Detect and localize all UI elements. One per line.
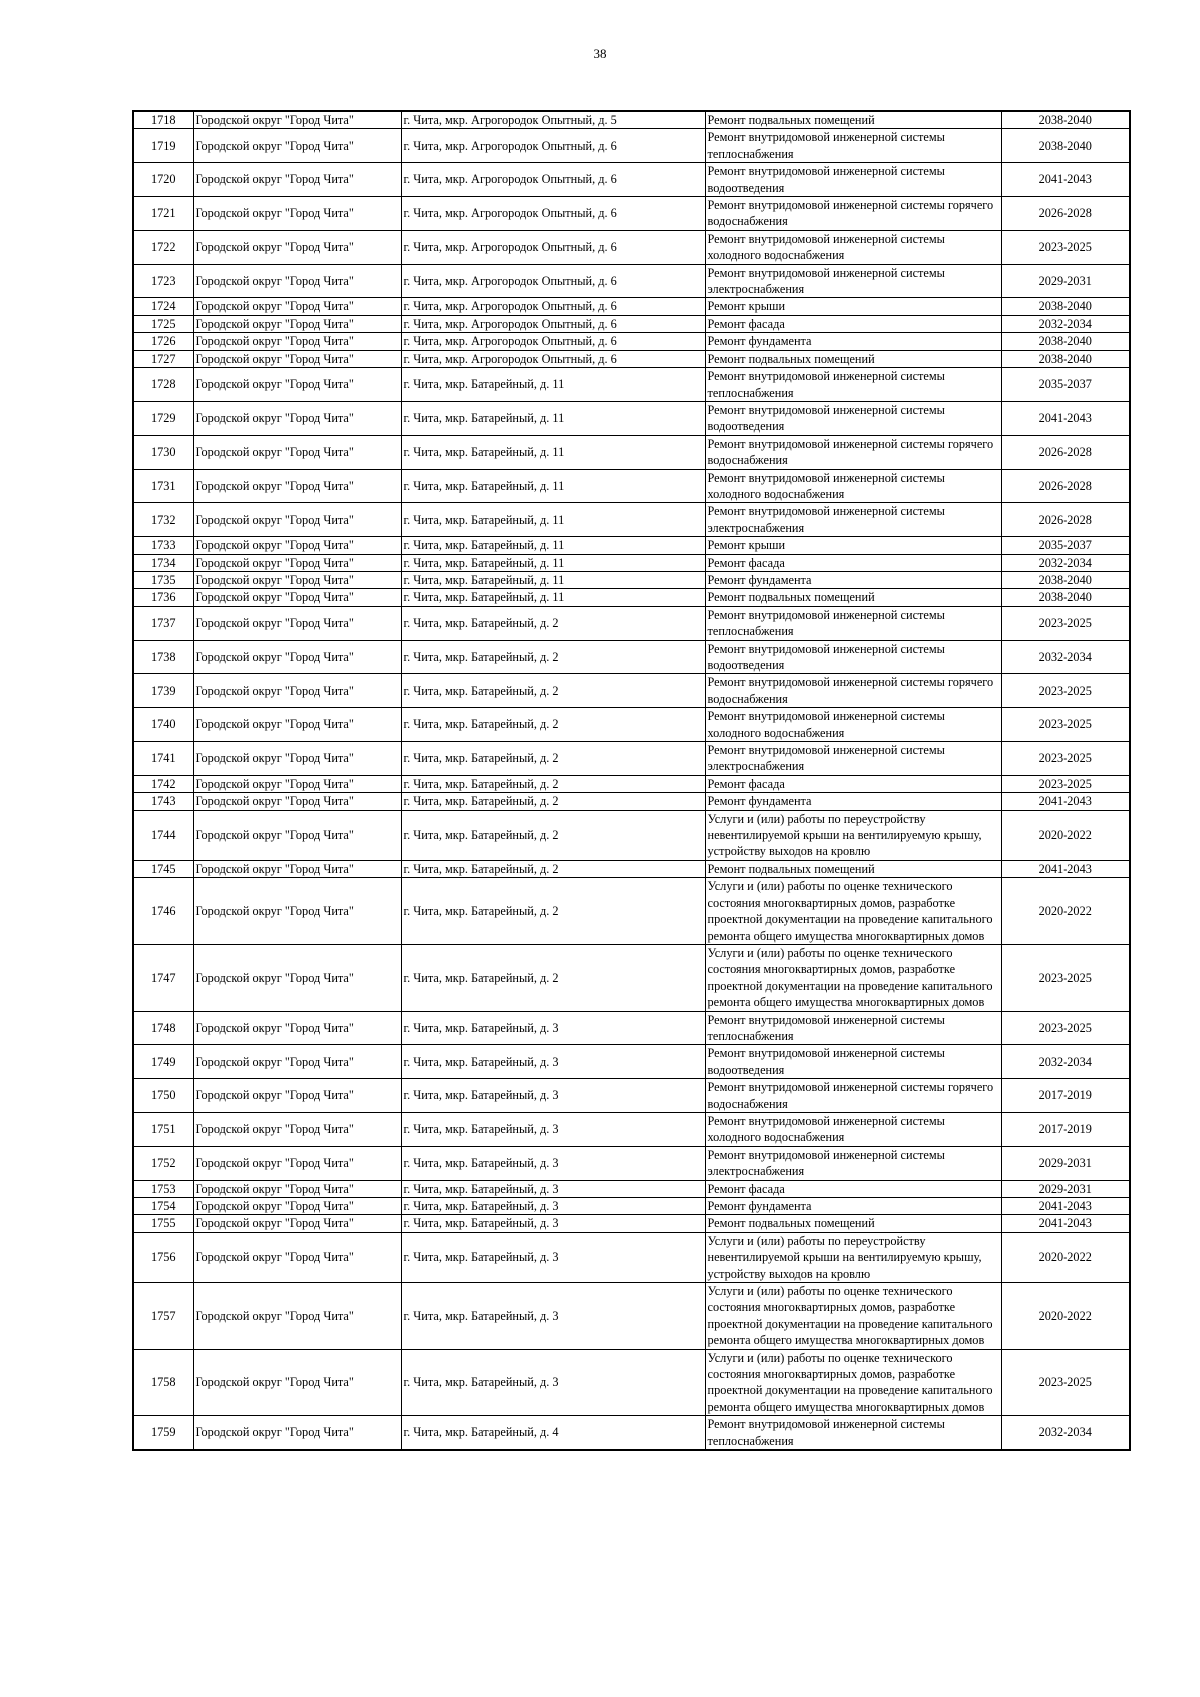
row-number: 1743: [133, 793, 193, 810]
address-cell: г. Чита, мкр. Агрогородок Опытный, д. 6: [401, 350, 705, 367]
work-type-cell: Ремонт крыши: [705, 537, 1001, 554]
address-cell: г. Чита, мкр. Агрогородок Опытный, д. 6: [401, 230, 705, 264]
work-type-cell: Ремонт фасада: [705, 1180, 1001, 1197]
period-cell: 2023-2025: [1001, 230, 1130, 264]
period-cell: 2017-2019: [1001, 1079, 1130, 1113]
period-cell: 2038-2040: [1001, 571, 1130, 588]
work-type-cell: Ремонт подвальных помещений: [705, 350, 1001, 367]
municipality-cell: Городской округ "Город Чита": [193, 589, 401, 606]
work-type-cell: Ремонт подвальных помещений: [705, 589, 1001, 606]
table-row: [133, 944, 1130, 1011]
municipality-cell: Городской округ "Город Чита": [193, 129, 401, 163]
period-cell: 2026-2028: [1001, 435, 1130, 469]
page-number: 38: [593, 46, 607, 61]
row-number: 1740: [133, 708, 193, 742]
table-row: [133, 793, 1130, 810]
municipality-cell: Городской округ "Город Чита": [193, 401, 401, 435]
row-number: 1734: [133, 554, 193, 571]
row-number: 1759: [133, 1416, 193, 1450]
table-row: [133, 1112, 1130, 1146]
period-cell: 2041-2043: [1001, 1215, 1130, 1232]
row-number: 1747: [133, 944, 193, 1011]
row-number: 1718: [133, 111, 193, 129]
row-number: 1755: [133, 1215, 193, 1232]
table-row: [133, 1045, 1130, 1079]
period-cell: 2038-2040: [1001, 129, 1130, 163]
row-number: 1756: [133, 1232, 193, 1282]
table-row: [133, 1232, 1130, 1282]
period-cell: 2041-2043: [1001, 1198, 1130, 1215]
address-cell: г. Чита, мкр. Батарейный, д. 2: [401, 878, 705, 945]
period-cell: 2038-2040: [1001, 111, 1130, 129]
work-type-cell: Ремонт внутридомовой инженерной системы электроснабжения: [705, 1146, 1001, 1180]
period-cell: 2032-2034: [1001, 315, 1130, 332]
table-row: [133, 775, 1130, 792]
period-cell: 2032-2034: [1001, 640, 1130, 674]
table-row: [133, 163, 1130, 197]
address-cell: г. Чита, мкр. Агрогородок Опытный, д. 6: [401, 315, 705, 332]
table-row: [133, 111, 1130, 129]
period-cell: 2038-2040: [1001, 589, 1130, 606]
period-cell: 2020-2022: [1001, 1232, 1130, 1282]
row-number: 1744: [133, 810, 193, 860]
municipality-cell: Городской округ "Город Чита": [193, 742, 401, 776]
municipality-cell: Городской округ "Город Чита": [193, 1416, 401, 1450]
period-cell: 2029-2031: [1001, 1146, 1130, 1180]
period-cell: 2032-2034: [1001, 554, 1130, 571]
row-number: 1746: [133, 878, 193, 945]
municipality-cell: Городской округ "Город Чита": [193, 878, 401, 945]
municipality-cell: Городской округ "Город Чита": [193, 860, 401, 877]
work-type-cell: Услуги и (или) работы по оценке технического состояния многоквартирных домов, разработке проектной документации на проведение капитального ремонта общего имущества многоквартирных домов: [705, 1349, 1001, 1416]
table-row: [133, 571, 1130, 588]
table-row: [133, 1079, 1130, 1113]
table-row: [133, 264, 1130, 298]
municipality-cell: Городской округ "Город Чита": [193, 1283, 401, 1350]
row-number: 1725: [133, 315, 193, 332]
work-type-cell: Ремонт внутридомовой инженерной системы теплоснабжения: [705, 368, 1001, 402]
municipality-cell: Городской округ "Город Чита": [193, 333, 401, 350]
address-cell: г. Чита, мкр. Батарейный, д. 2: [401, 810, 705, 860]
row-number: 1730: [133, 435, 193, 469]
table-row: [133, 401, 1130, 435]
row-number: 1735: [133, 571, 193, 588]
table-row: [133, 230, 1130, 264]
table-row: [133, 333, 1130, 350]
municipality-cell: Городской округ "Город Чита": [193, 1079, 401, 1113]
address-cell: г. Чита, мкр. Батарейный, д. 2: [401, 793, 705, 810]
period-cell: 2020-2022: [1001, 810, 1130, 860]
period-cell: 2032-2034: [1001, 1045, 1130, 1079]
table-row: [133, 708, 1130, 742]
table-row: [133, 589, 1130, 606]
row-number: 1733: [133, 537, 193, 554]
work-type-cell: Ремонт подвальных помещений: [705, 860, 1001, 877]
row-number: 1749: [133, 1045, 193, 1079]
table-row: [133, 1180, 1130, 1197]
row-number: 1720: [133, 163, 193, 197]
work-type-cell: Ремонт фундамента: [705, 333, 1001, 350]
table-body: [133, 111, 1130, 1450]
address-cell: г. Чита, мкр. Агрогородок Опытный, д. 6: [401, 298, 705, 315]
work-type-cell: Ремонт внутридомовой инженерной системы холодного водоснабжения: [705, 469, 1001, 503]
row-number: 1738: [133, 640, 193, 674]
work-type-cell: Услуги и (или) работы по оценке технического состояния многоквартирных домов, разработке проектной документации на проведение капитального ремонта общего имущества многоквартирных домов: [705, 944, 1001, 1011]
municipality-cell: Городской округ "Город Чита": [193, 1112, 401, 1146]
table-row: [133, 860, 1130, 877]
work-type-cell: Ремонт внутридомовой инженерной системы водоотведения: [705, 401, 1001, 435]
address-cell: г. Чита, мкр. Батарейный, д. 3: [401, 1215, 705, 1232]
table-row: [133, 810, 1130, 860]
work-type-cell: Ремонт фасада: [705, 554, 1001, 571]
address-cell: г. Чита, мкр. Батарейный, д. 3: [401, 1146, 705, 1180]
address-cell: г. Чита, мкр. Батарейный, д. 2: [401, 742, 705, 776]
address-cell: г. Чита, мкр. Батарейный, д. 2: [401, 944, 705, 1011]
work-type-cell: Ремонт подвальных помещений: [705, 1215, 1001, 1232]
work-type-cell: Ремонт внутридомовой инженерной системы горячего водоснабжения: [705, 674, 1001, 708]
address-cell: г. Чита, мкр. Батарейный, д. 3: [401, 1112, 705, 1146]
work-type-cell: Ремонт фасада: [705, 775, 1001, 792]
municipality-cell: Городской округ "Город Чита": [193, 640, 401, 674]
municipality-cell: Городской округ "Город Чита": [193, 775, 401, 792]
address-cell: г. Чита, мкр. Агрогородок Опытный, д. 6: [401, 333, 705, 350]
row-number: 1731: [133, 469, 193, 503]
table-row: [133, 554, 1130, 571]
period-cell: 2023-2025: [1001, 674, 1130, 708]
table-row: [133, 1215, 1130, 1232]
work-type-cell: Услуги и (или) работы по оценке технического состояния многоквартирных домов, разработке проектной документации на проведение капитального ремонта общего имущества многоквартирных домов: [705, 1283, 1001, 1350]
work-type-cell: Ремонт фундамента: [705, 571, 1001, 588]
address-cell: г. Чита, мкр. Батарейный, д. 3: [401, 1232, 705, 1282]
row-number: 1737: [133, 606, 193, 640]
municipality-cell: Городской округ "Город Чита": [193, 1232, 401, 1282]
row-number: 1742: [133, 775, 193, 792]
table-row: [133, 674, 1130, 708]
period-cell: 2020-2022: [1001, 878, 1130, 945]
address-cell: г. Чита, мкр. Агрогородок Опытный, д. 6: [401, 129, 705, 163]
period-cell: 2026-2028: [1001, 197, 1130, 231]
municipality-cell: Городской округ "Город Чита": [193, 793, 401, 810]
address-cell: г. Чита, мкр. Батарейный, д. 11: [401, 469, 705, 503]
address-cell: г. Чита, мкр. Батарейный, д. 4: [401, 1416, 705, 1450]
work-type-cell: Ремонт внутридомовой инженерной системы теплоснабжения: [705, 606, 1001, 640]
municipality-cell: Городской округ "Город Чита": [193, 1146, 401, 1180]
work-type-cell: Ремонт внутридомовой инженерной системы горячего водоснабжения: [705, 197, 1001, 231]
period-cell: 2026-2028: [1001, 469, 1130, 503]
period-cell: 2041-2043: [1001, 163, 1130, 197]
work-type-cell: Ремонт внутридомовой инженерной системы водоотведения: [705, 1045, 1001, 1079]
row-number: 1721: [133, 197, 193, 231]
address-cell: г. Чита, мкр. Батарейный, д. 11: [401, 368, 705, 402]
address-cell: г. Чита, мкр. Агрогородок Опытный, д. 6: [401, 197, 705, 231]
municipality-cell: Городской округ "Город Чита": [193, 1215, 401, 1232]
table-row: [133, 129, 1130, 163]
table-row: [133, 640, 1130, 674]
address-cell: г. Чита, мкр. Батарейный, д. 2: [401, 708, 705, 742]
address-cell: г. Чита, мкр. Батарейный, д. 11: [401, 435, 705, 469]
address-cell: г. Чита, мкр. Агрогородок Опытный, д. 6: [401, 163, 705, 197]
row-number: 1728: [133, 368, 193, 402]
municipality-cell: Городской округ "Город Чита": [193, 469, 401, 503]
address-cell: г. Чита, мкр. Батарейный, д. 2: [401, 775, 705, 792]
address-cell: г. Чита, мкр. Батарейный, д. 3: [401, 1011, 705, 1045]
address-cell: г. Чита, мкр. Батарейный, д. 11: [401, 537, 705, 554]
work-type-cell: Услуги и (или) работы по переустройству невентилируемой крыши на вентилируемую крышу, устройству выходов на кровлю: [705, 810, 1001, 860]
row-number: 1758: [133, 1349, 193, 1416]
address-cell: г. Чита, мкр. Батарейный, д. 11: [401, 503, 705, 537]
table-row: [133, 606, 1130, 640]
period-cell: 2017-2019: [1001, 1112, 1130, 1146]
work-type-cell: Ремонт внутридомовой инженерной системы электроснабжения: [705, 264, 1001, 298]
municipality-cell: Городской округ "Город Чита": [193, 606, 401, 640]
work-type-cell: Ремонт крыши: [705, 298, 1001, 315]
row-number: 1724: [133, 298, 193, 315]
municipality-cell: Городской округ "Город Чита": [193, 435, 401, 469]
table-row: [133, 315, 1130, 332]
work-type-cell: Ремонт внутридомовой инженерной системы холодного водоснабжения: [705, 230, 1001, 264]
address-cell: г. Чита, мкр. Батарейный, д. 2: [401, 606, 705, 640]
period-cell: 2020-2022: [1001, 1283, 1130, 1350]
municipality-cell: Городской округ "Город Чита": [193, 1011, 401, 1045]
work-type-cell: Услуги и (или) работы по оценке технического состояния многоквартирных домов, разработке проектной документации на проведение капитального ремонта общего имущества многоквартирных домов: [705, 878, 1001, 945]
work-type-cell: Ремонт внутридомовой инженерной системы холодного водоснабжения: [705, 708, 1001, 742]
period-cell: 2023-2025: [1001, 775, 1130, 792]
table-row: [133, 878, 1130, 945]
work-type-cell: Ремонт внутридомовой инженерной системы горячего водоснабжения: [705, 435, 1001, 469]
row-number: 1726: [133, 333, 193, 350]
table-row: [133, 1146, 1130, 1180]
municipality-cell: Городской округ "Город Чита": [193, 1180, 401, 1197]
municipality-cell: Городской округ "Город Чита": [193, 315, 401, 332]
row-number: 1723: [133, 264, 193, 298]
row-number: 1753: [133, 1180, 193, 1197]
table-row: [133, 1349, 1130, 1416]
work-type-cell: Ремонт внутридомовой инженерной системы теплоснабжения: [705, 1011, 1001, 1045]
address-cell: г. Чита, мкр. Батарейный, д. 2: [401, 860, 705, 877]
row-number: 1719: [133, 129, 193, 163]
municipality-cell: Городской округ "Город Чита": [193, 350, 401, 367]
address-cell: г. Чита, мкр. Агрогородок Опытный, д. 6: [401, 264, 705, 298]
period-cell: 2041-2043: [1001, 860, 1130, 877]
municipality-cell: Городской округ "Город Чита": [193, 1349, 401, 1416]
period-cell: 2026-2028: [1001, 503, 1130, 537]
municipality-cell: Городской округ "Город Чита": [193, 503, 401, 537]
row-number: 1751: [133, 1112, 193, 1146]
row-number: 1741: [133, 742, 193, 776]
municipality-cell: Городской округ "Город Чита": [193, 163, 401, 197]
table-row: [133, 435, 1130, 469]
row-number: 1729: [133, 401, 193, 435]
work-type-cell: Ремонт внутридомовой инженерной системы электроснабжения: [705, 503, 1001, 537]
municipality-cell: Городской округ "Город Чита": [193, 230, 401, 264]
table-row: [133, 350, 1130, 367]
row-number: 1750: [133, 1079, 193, 1113]
work-type-cell: Ремонт подвальных помещений: [705, 111, 1001, 129]
table-row: [133, 368, 1130, 402]
municipality-cell: Городской округ "Город Чита": [193, 197, 401, 231]
municipality-cell: Городской округ "Город Чита": [193, 111, 401, 129]
work-type-cell: Ремонт внутридомовой инженерной системы холодного водоснабжения: [705, 1112, 1001, 1146]
municipality-cell: Городской округ "Город Чита": [193, 1045, 401, 1079]
work-type-cell: Ремонт внутридомовой инженерной системы горячего водоснабжения: [705, 1079, 1001, 1113]
table-row: [133, 1283, 1130, 1350]
row-number: 1722: [133, 230, 193, 264]
table-row: [133, 1416, 1130, 1450]
address-cell: г. Чита, мкр. Батарейный, д. 3: [401, 1180, 705, 1197]
period-cell: 2023-2025: [1001, 1011, 1130, 1045]
period-cell: 2041-2043: [1001, 401, 1130, 435]
table-row: [133, 742, 1130, 776]
municipality-cell: Городской округ "Город Чита": [193, 674, 401, 708]
municipality-cell: Городской округ "Город Чита": [193, 810, 401, 860]
address-cell: г. Чита, мкр. Батарейный, д. 3: [401, 1349, 705, 1416]
row-number: 1727: [133, 350, 193, 367]
row-number: 1736: [133, 589, 193, 606]
work-type-cell: Ремонт внутридомовой инженерной системы электроснабжения: [705, 742, 1001, 776]
work-type-cell: Ремонт внутридомовой инженерной системы водоотведения: [705, 163, 1001, 197]
work-type-cell: Ремонт фасада: [705, 315, 1001, 332]
period-cell: 2041-2043: [1001, 793, 1130, 810]
work-type-cell: Ремонт фундамента: [705, 1198, 1001, 1215]
period-cell: 2023-2025: [1001, 606, 1130, 640]
table-row: [133, 197, 1130, 231]
period-cell: 2035-2037: [1001, 537, 1130, 554]
row-number: 1748: [133, 1011, 193, 1045]
address-cell: г. Чита, мкр. Батарейный, д. 11: [401, 571, 705, 588]
address-cell: г. Чита, мкр. Батарейный, д. 11: [401, 401, 705, 435]
address-cell: г. Чита, мкр. Батарейный, д. 3: [401, 1283, 705, 1350]
period-cell: 2038-2040: [1001, 298, 1130, 315]
period-cell: 2023-2025: [1001, 742, 1130, 776]
work-type-cell: Ремонт внутридомовой инженерной системы теплоснабжения: [705, 129, 1001, 163]
municipality-cell: Городской округ "Город Чита": [193, 571, 401, 588]
period-cell: 2038-2040: [1001, 350, 1130, 367]
period-cell: 2032-2034: [1001, 1416, 1130, 1450]
address-cell: г. Чита, мкр. Батарейный, д. 2: [401, 674, 705, 708]
municipality-cell: Городской округ "Город Чита": [193, 944, 401, 1011]
row-number: 1752: [133, 1146, 193, 1180]
period-cell: 2029-2031: [1001, 264, 1130, 298]
municipality-cell: Городской округ "Город Чита": [193, 554, 401, 571]
municipality-cell: Городской округ "Город Чита": [193, 708, 401, 742]
municipality-cell: Городской округ "Город Чита": [193, 264, 401, 298]
municipality-cell: Городской округ "Город Чита": [193, 298, 401, 315]
repair-schedule-table: [132, 110, 1131, 1451]
table-row: [133, 537, 1130, 554]
period-cell: 2023-2025: [1001, 708, 1130, 742]
address-cell: г. Чита, мкр. Батарейный, д. 3: [401, 1198, 705, 1215]
table-row: [133, 298, 1130, 315]
table-row: [133, 1011, 1130, 1045]
address-cell: г. Чита, мкр. Агрогородок Опытный, д. 5: [401, 111, 705, 129]
row-number: 1732: [133, 503, 193, 537]
municipality-cell: Городской округ "Город Чита": [193, 537, 401, 554]
row-number: 1757: [133, 1283, 193, 1350]
municipality-cell: Городской округ "Город Чита": [193, 1198, 401, 1215]
address-cell: г. Чита, мкр. Батарейный, д. 11: [401, 554, 705, 571]
work-type-cell: Ремонт внутридомовой инженерной системы теплоснабжения: [705, 1416, 1001, 1450]
period-cell: 2023-2025: [1001, 944, 1130, 1011]
table-row: [133, 1198, 1130, 1215]
period-cell: 2023-2025: [1001, 1349, 1130, 1416]
address-cell: г. Чита, мкр. Батарейный, д. 11: [401, 589, 705, 606]
address-cell: г. Чита, мкр. Батарейный, д. 3: [401, 1079, 705, 1113]
period-cell: 2038-2040: [1001, 333, 1130, 350]
row-number: 1754: [133, 1198, 193, 1215]
row-number: 1745: [133, 860, 193, 877]
work-type-cell: Услуги и (или) работы по переустройству невентилируемой крыши на вентилируемую крышу, устройству выходов на кровлю: [705, 1232, 1001, 1282]
work-type-cell: Ремонт внутридомовой инженерной системы водоотведения: [705, 640, 1001, 674]
work-type-cell: Ремонт фундамента: [705, 793, 1001, 810]
address-cell: г. Чита, мкр. Батарейный, д. 2: [401, 640, 705, 674]
table-row: [133, 503, 1130, 537]
period-cell: 2029-2031: [1001, 1180, 1130, 1197]
table-row: [133, 469, 1130, 503]
period-cell: 2035-2037: [1001, 368, 1130, 402]
address-cell: г. Чита, мкр. Батарейный, д. 3: [401, 1045, 705, 1079]
row-number: 1739: [133, 674, 193, 708]
municipality-cell: Городской округ "Город Чита": [193, 368, 401, 402]
